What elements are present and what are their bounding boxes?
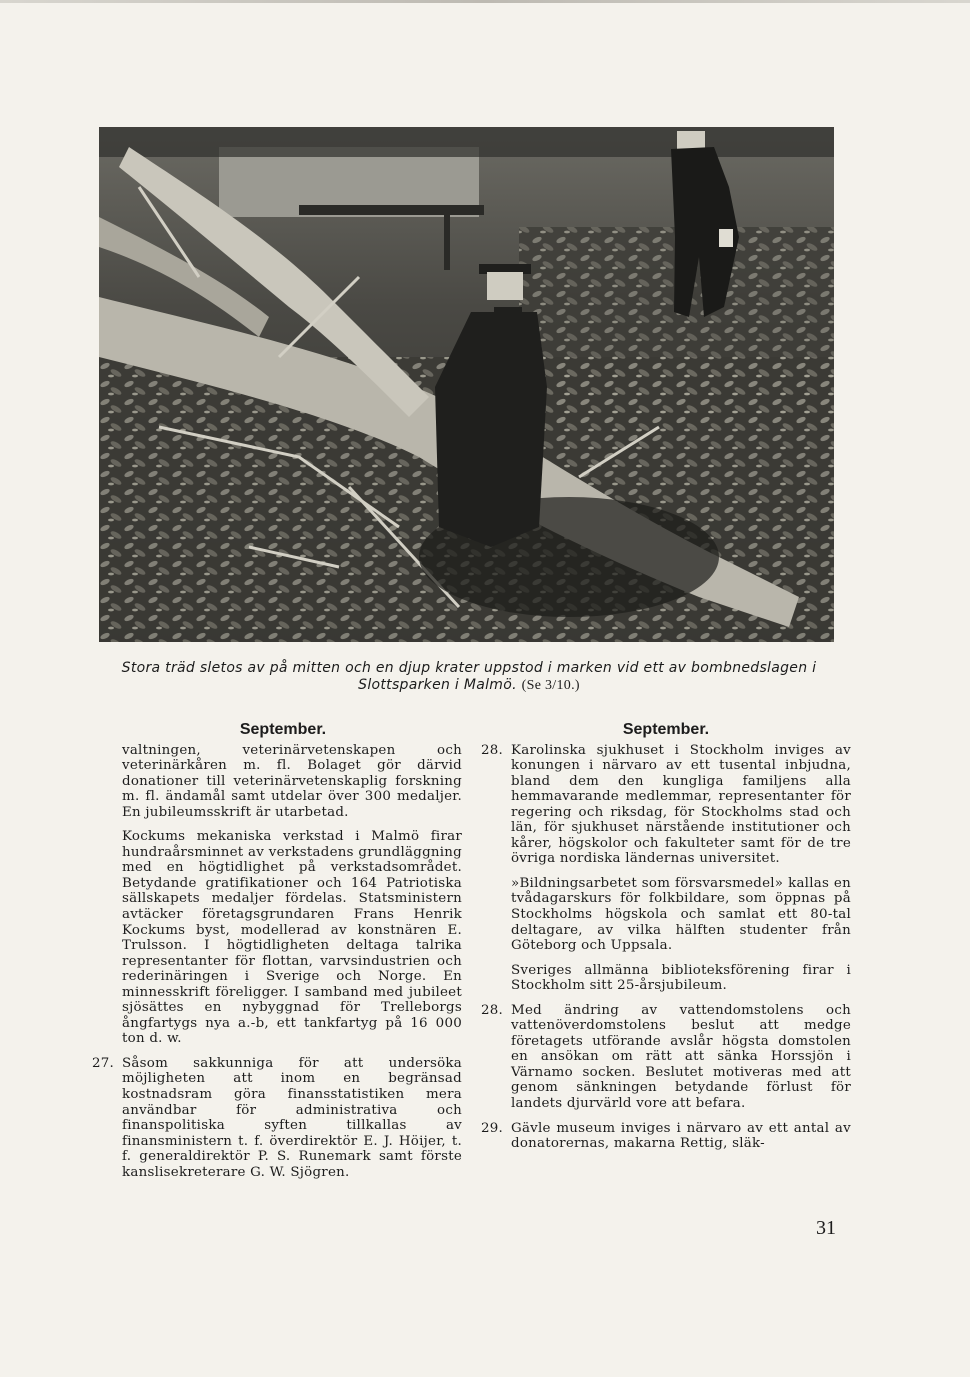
paragraph-text: »Bildningsarbetet som försvarsmedel» kallas en tvådagarskurs för folkbildare, som öppnas på Stockholms högskola och samlat ett 80-tal deltagare, av vilka hälften studenter från Göteborg och Uppsala. [511,875,851,954]
photograph [99,127,834,642]
entry-paragraph [511,876,851,954]
entry-paragraph [481,1120,851,1152]
left-column-heading: September. [239,721,327,738]
left-column [92,721,462,1189]
entry-paragraph [511,963,851,994]
paragraph-text: Kockums mekaniska verkstad i Malmö firar hundraårsminnet av verkstadens grundläggning med en högtidlighet på verkstadsområdet. Betydande gratifikationer och 164 Patriotiska sällskapets medaljer fördelas. Statsministern avtäcker företagsgrundaren Frans Henrik Kockums byst, modellerad av konstnären E. Trulsson. I högtidligheten deltaga talrika representanter för flottan, varvsindustrien och rederinäringen i Sverige och Norge. En minnesskrift föreligger. I samband med jubileet sjösättes en nybyggnad för Trelleborgs ångfartygs nya a.-b, ett tankfartyg på 16 000 ton d. w. [122,829,462,1047]
entry-paragraph [481,1002,851,1112]
paragraph-text: Med ändring av vattendomstolens och vattenöverdomstolens beslut att medge företagets utförande avslår högsta domstolen en ansökan om rätt att sänka Horssjön i Värnamo socken. Beslutet motiveras med att genom sänkningen betydande förlust för landets djurvärld vore att befara. [511,1002,851,1112]
photograph-fallen-tree-icon [99,127,834,642]
entry-date: 29. [481,1120,504,1136]
paragraph-text: Såsom sakkunniga för att undersöka möjligheten att inom en begränsad kostnadsram göra finansstatistiken mera användbar för administrativa och finanspolitiska syften tillkallas av finansministern t. f. överdirektör E. J. Höijer, t. f. generaldirektör P. S. Runemark samt förste kanslisekreterare G. W. Sjögren. [122,1055,462,1180]
caption-text: Stora träd sletos av på mitten och en djup krater uppstod i marken vid ett av bombnedslagen i Slottsparken i Malmö. [121,660,817,693]
entry-date: 27. [92,1055,115,1071]
right-column [481,721,851,1161]
photo-caption [99,660,839,694]
paragraph-text: Sveriges allmänna biblioteksförening firar i Stockholm sitt 25-årsjubileum. [511,962,851,994]
entry-date: 28. [481,742,504,758]
caption-ref: (Se 3/10.) [521,678,580,693]
page-number: 31 [816,1217,836,1239]
page-edge [0,0,970,3]
right-column-heading: September. [622,721,710,738]
entry-paragraph [122,829,462,1047]
paragraph-text: valtningen, veterinärvetenskapen och veterinärkåren m. fl. Bolaget gör därvid donationer till veterinärvetenskaplig forskning m. fl. ändamål samt utdelar över 300 medaljer. En jubileumsskrift är utarbetad. [122,742,462,820]
paragraph-text: Gävle museum inviges i närvaro av ett antal av donatorernas, makarna Rettig, släk- [511,1120,851,1152]
entry-paragraph [92,1055,462,1180]
paragraph-text: Karolinska sjukhuset i Stockholm inviges av konungen i närvaro av ett tusental inbjudna, bland dem den kungliga familjens alla hemmavarande medlemmar, representanter för regering och riksdag, för Stockholms stad och län, för sjukhuset närstående institutioner och kårer, högskolor och fakulteter samt för de tre övriga nordiska ländernas universitet. [511,742,851,867]
entry-date: 28. [481,1002,504,1018]
entry-paragraph [122,743,462,821]
entry-paragraph [481,742,851,867]
